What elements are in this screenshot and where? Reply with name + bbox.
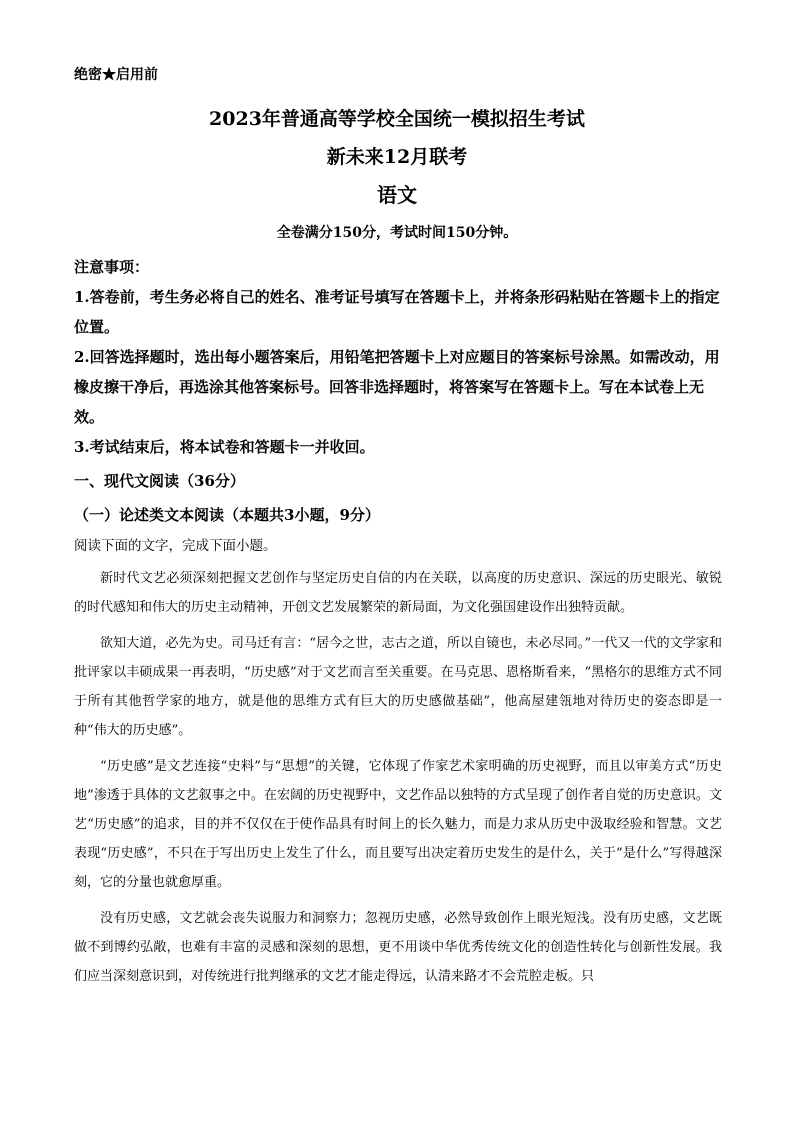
exam-subtitle: 新未来12月联考 [326,146,468,168]
passage-paragraph: 没有历史感，文艺就会丧失说服力和洞察力；忽视历史感，必然导致创作上眼光短浅。没有历史感，文艺既做不到博约弘敞，也难有丰富的灵感和深刻的思想，更不用谈中华优秀传统文化的创造性转化与创新性发展。我们应当深刻意识到，对传统进行批判继承的文艺才能走得远，认清来路才不会荒腔走板。只 [74,911,722,984]
notice-heading: 注意事项： [74,258,150,276]
exam-info: 全卷满分150分，考试时间150分钟。 [276,225,518,241]
passage-paragraph: 欲知大道，必先为史。司马迁有言：“居今之世，志古之道，所以自镜也，未必尽同。”一代又一代的文学家和批评家以丰硕成果一再表明，“历史感”对于文艺而言至关重要。在马克思、恩格斯看来，“黑格尔的思维方式不同于所有其他哲学家的地方，就是他的思维方式有巨大的历史感做基础”，他高屋建瓴地对待历史的姿态即是一种“伟大的历史感”。 [74,636,722,738]
reading-instruction: 阅读下面的文字，完成下面小题。 [74,538,277,554]
secret-label: 绝密★启用前 [74,67,158,83]
exam-title: 2023年普通高等学校全国统一模拟招生考试 [209,108,585,130]
notice-item: 1.答卷前，考生务必将自己的姓名、准考证号填写在答题卡上，并将条形码粘贴在答题卡上的指定位置。 [74,288,720,336]
subject-title: 语文 [377,183,417,207]
notice-item: 3.考试结束后，将本试卷和答题卡一并收回。 [74,438,375,456]
passage-paragraph: 新时代文艺必须深刻把握文艺创作与坚定历史自信的内在关联，以高度的历史意识、深远的历史眼光、敏锐的时代感知和伟大的历史主动精神，开创文艺发展繁荣的新局面，为文化强国建设作出独特贡献。 [74,571,722,615]
passage-paragraph: “历史感”是文艺连接“史料”与“思想”的关键，它体现了作家艺术家明确的历史视野，而且以审美方式“历史地”渗透于具体的文艺叙事之中。在宏阔的历史视野中，文艺作品以独特的方式呈现了创作者自觉的历史意识。文艺“历史感”的追求，目的并不仅仅在于使作品具有时间上的长久魅力，而是力求从历史中汲取经验和智慧。文艺表现“历史感”，不只在于写出历史上发生了什么，而且要写出决定着历史发生的是什么，关于“是什么”写得越深刻，它的分量也就愈厚重。 [74,759,722,890]
reading-passage [74,564,722,998]
section-subtitle: （一）论述类文本阅读（本题共3小题，9分） [74,506,380,524]
section-title: 一、现代文阅读（36分） [74,472,245,490]
notice-item: 2.回答选择题时，选出每小题答案后，用铅笔把答题卡上对应题目的答案标号涂黑。如需改动，用橡皮擦干净后，再选涂其他答案标号。回答非选择题时，将答案写在答题卡上。写在本试卷上无效。 [74,348,720,426]
